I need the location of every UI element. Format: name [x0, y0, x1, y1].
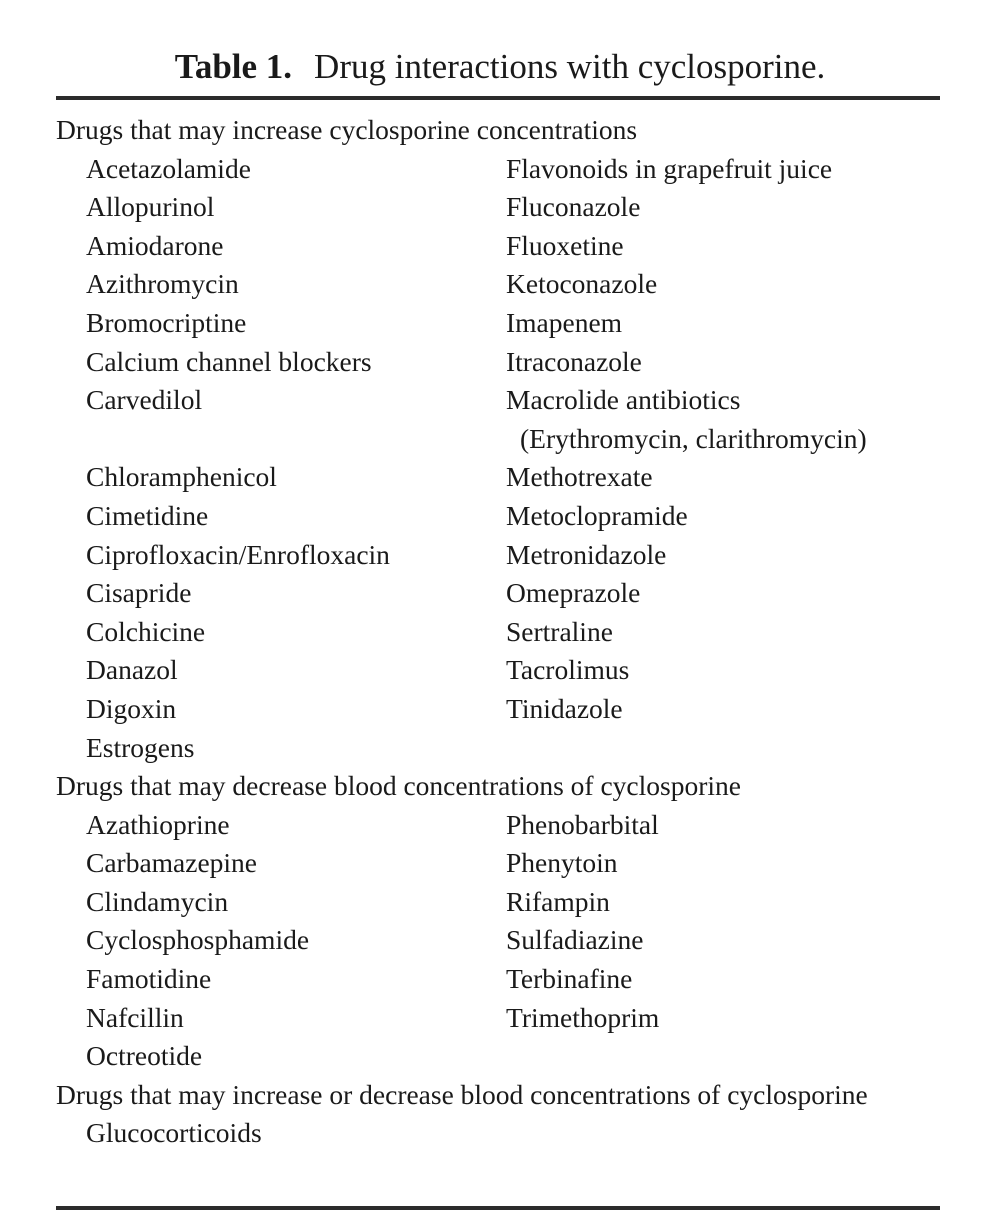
drug-cell-right: Metronidazole [506, 538, 667, 570]
drug-cell-left: Allopurinol [86, 191, 215, 223]
drug-cell-right: Ketoconazole [506, 268, 658, 300]
drug-cell-left: Estrogens [86, 731, 195, 763]
drug-cell-left: Amiodarone [86, 229, 224, 261]
drug-cell-left: Carbamazepine [86, 847, 258, 879]
drug-cell-right: Imapenem [506, 306, 623, 338]
drug-cell-right: Fluoxetine [506, 229, 624, 261]
table-title: Drug interactions with cyclosporine. [314, 47, 826, 86]
drug-cell-right: Omeprazole [506, 577, 641, 609]
drug-cell-left: Glucocorticoids [86, 1117, 262, 1149]
bottom-rule [56, 1206, 940, 1210]
drug-cell-left: Chloramphenicol [86, 461, 277, 493]
drug-cell-left: Ciprofloxacin/Enrofloxacin [86, 538, 390, 570]
drug-cell-left: Danazol [86, 654, 178, 686]
drug-cell-left: Bromocriptine [86, 306, 247, 338]
drug-cell-left: Cyclosphosphamide [86, 924, 310, 956]
drug-cell-right: Sulfadiazine [506, 924, 644, 956]
drug-cell-right: Tacrolimus [506, 654, 630, 686]
drug-cell-right: Terbinafine [506, 963, 633, 995]
section-heading: Drugs that may increase cyclosporine concentrations [56, 114, 638, 145]
drug-cell-left: Cimetidine [86, 499, 209, 531]
drug-list [56, 806, 956, 1076]
top-rule [56, 96, 940, 100]
section-heading: Drugs that may decrease blood concentrations of cyclosporine [56, 770, 741, 802]
drug-cell-left: Digoxin [86, 692, 177, 724]
drug-cell-left: Clindamycin [86, 885, 229, 917]
drug-list [56, 150, 956, 768]
drug-cell-right: Phenobarbital [506, 808, 659, 840]
drug-cell-right: Itraconazole [506, 345, 642, 377]
drug-list [56, 1114, 956, 1153]
table-body [56, 111, 956, 1153]
table-caption [0, 42, 1000, 92]
drug-cell-left [86, 420, 506, 459]
drug-cell-right [506, 1037, 986, 1076]
drug-cell-left: Nafcillin [86, 1001, 184, 1033]
drug-cell-left: Carvedilol [86, 384, 203, 416]
drug-cell-right: Phenytoin [506, 847, 618, 879]
drug-cell-right: Fluconazole [506, 191, 641, 223]
drug-cell-left: Famotidine [86, 963, 212, 995]
table-label: Table 1. [174, 47, 293, 86]
drug-cell-left: Colchicine [86, 615, 206, 647]
drug-cell-right: (Erythromycin, clarithromycin) [520, 422, 867, 454]
drug-cell-right: Tinidazole [506, 692, 623, 724]
drug-cell-left: Azathioprine [86, 808, 230, 840]
drug-cell-right: Methotrexate [506, 461, 653, 493]
drug-cell-left: Azithromycin [86, 268, 239, 300]
drug-cell-right [506, 1114, 986, 1153]
section-heading: Drugs that may increase or decrease blood concentrations of cyclosporine [56, 1078, 868, 1110]
drug-cell-left: Calcium channel blockers [86, 345, 372, 377]
drug-cell-right: Macrolide antibiotics [506, 384, 741, 416]
drug-cell-right: Metoclopramide [506, 499, 688, 531]
drug-cell-right: Flavonoids in grapefruit juice [506, 152, 833, 184]
drug-cell-left: Cisapride [86, 577, 192, 609]
drug-cell-right [506, 729, 986, 768]
drug-cell-right: Sertraline [506, 615, 613, 647]
drug-cell-right: Trimethoprim [506, 1001, 660, 1033]
drug-cell-left: Octreotide [86, 1040, 203, 1072]
drug-cell-left: Acetazolamide [86, 152, 251, 184]
drug-cell-right: Rifampin [506, 885, 610, 917]
